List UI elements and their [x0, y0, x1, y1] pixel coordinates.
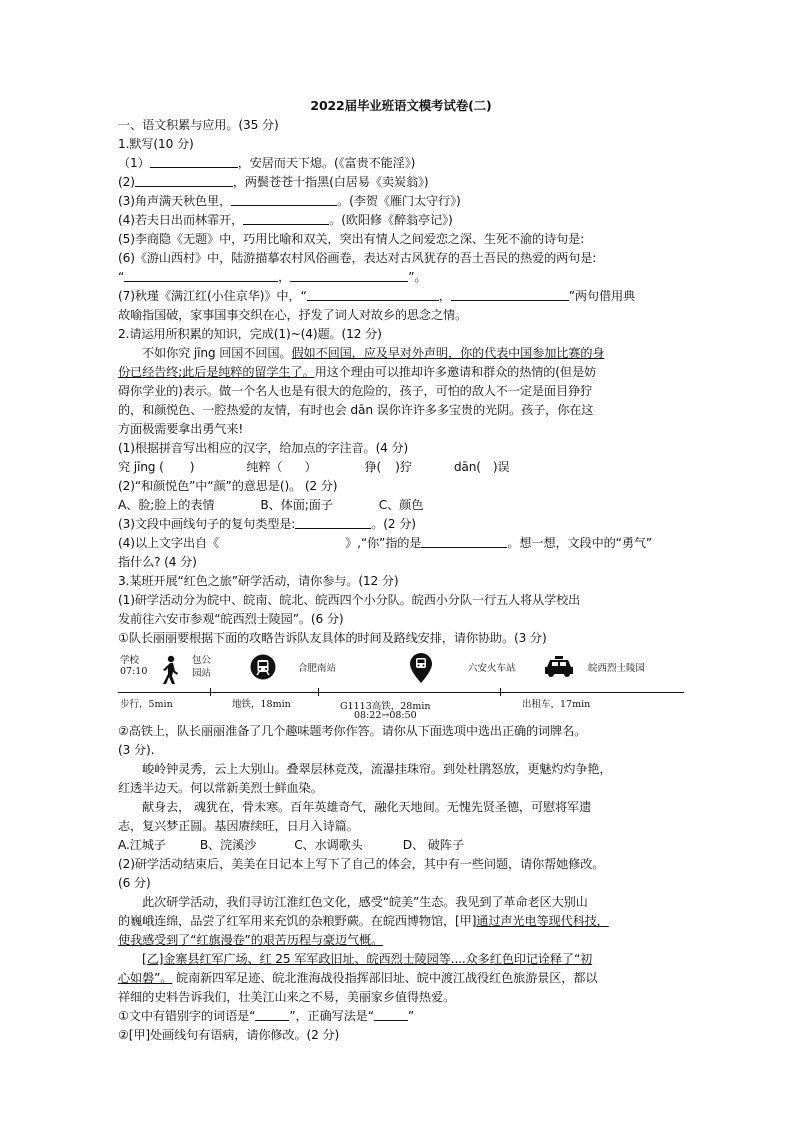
passage-line: 碍你学业的)表示。做一个名人也是有很大的危险的，孩子，可怕的敌人不一定是面目狰狞	[118, 384, 593, 398]
q2-heading: 2.请运用所积累的知识，完成(1)~(4)题。(12 分)	[118, 327, 382, 341]
underlined-sentence: 通过声光电等现代科技，	[476, 914, 609, 928]
exam-page	[118, 96, 684, 1045]
poem-line: 献身去， 魂犹在，骨未寒。百年英雄奇气，融化天地间。无愧先贤圣德，可慰将军遗	[142, 800, 592, 814]
taxi-icon	[544, 656, 574, 681]
exam-title: 2022届毕业班语文模考试卷(二)	[310, 98, 492, 113]
route-tick	[500, 688, 501, 696]
q1-item-6: (6)《游山西村》中，陆游描摹农村风俗画卷，表达对古风犹存的吾土吾民的热爱的两句是:	[118, 251, 597, 265]
q3-sub1b: ②高铁上，队长丽丽准备了几个趣味题考你作答。请你从下面选项中选出正确的词牌名。	[118, 724, 587, 738]
q3-sub1: (1)研学活动分为皖中、皖南、皖北、皖西四个小分队。皖西小分队一行五人将从学校出	[118, 593, 581, 607]
q1-item-7: (7)秋瑾《满江红(小住京华)》中，“ ， ”两句借用典	[118, 289, 636, 303]
passage-line: 不如你究 jīng 回国不回国。假如不回国，应及早对外声明，你的代表中国参加比赛的身	[142, 346, 605, 360]
diary-line: 此次研学活动，我们寻访江淮红色文化，感受“皖美”生态。我见到了革命老区大别山	[142, 895, 588, 909]
q1-heading: 1.默写(10 分)	[118, 137, 194, 151]
option-d: D、 破阵子	[402, 838, 464, 852]
route-start-time: 07:10	[120, 666, 148, 677]
diary-line: 祥细的史料告诉我们，壮美江山来之不易，美丽家乡值得热爱。	[118, 990, 456, 1004]
q3-sub1a: ①队长丽丽要根据下面的攻略告诉队友具体的时间及路线安排，请你协助。(3 分)	[118, 631, 547, 645]
option-b: B、浣溪沙	[199, 838, 257, 852]
route-stop2: 合肥南站	[298, 663, 337, 674]
answer-blank[interactable]	[295, 516, 371, 529]
q3-sub1b-cont: (3 分).	[118, 743, 155, 757]
option-a: A、脸;脸上的表情	[118, 498, 215, 512]
route-tick	[318, 688, 319, 696]
underlined-sentence: [乙]金寨县红军广场、红 25 军军政旧址、皖西烈士陵园等....众多红色印记诠释了“初	[142, 952, 593, 966]
answer-blank[interactable]	[290, 269, 408, 282]
route-timeline-axis	[118, 692, 684, 693]
diary-line	[118, 931, 684, 950]
answer-blank[interactable]	[255, 1008, 289, 1021]
answer-blank[interactable]	[150, 155, 238, 168]
answer-blank[interactable]	[243, 212, 329, 225]
route-segment-train: G1113高铁，28min	[340, 701, 431, 712]
route-start-label: 学校	[120, 655, 140, 666]
q1-item-2: (2) ，两鬓苍苍十指黑(白居易《卖炭翁》)	[118, 175, 429, 189]
answer-blank[interactable]	[307, 288, 439, 301]
q1-item-3: (3)角声满天秋色里， 。(李贺《雁门太守行》)	[118, 194, 461, 208]
underlined-sentence: 心如磐”。	[118, 971, 173, 985]
q3-sub2: (2)研学活动结束后，美美在日记本上写下了自己的体会，其中有一些问题，请你帮她修改。	[118, 857, 605, 871]
q3-sub2a: ①文中有错别字的词语是“ ”，正确写法是“ ”	[118, 1009, 415, 1023]
underlined-sentence: 份已经告终;此后是纯粹的留学生了。	[118, 365, 315, 379]
q2-sub2: (2)“和颜悦色”中“颜”的意思是()。 (2 分)	[118, 479, 338, 493]
option-c: C、颜色	[378, 498, 424, 512]
route-stop1-line1: 包公	[192, 655, 212, 666]
answer-blank[interactable]	[374, 1008, 408, 1021]
q1-item-6-blanks: “ ， ”。	[118, 270, 427, 284]
answer-blank[interactable]	[124, 269, 278, 282]
q2-sub1-answers: 究 jīng ( ) 纯粹（ ） 狰( )狞 dān( )误	[118, 460, 510, 474]
poem-line: 志，复兴梦正圆。基因赓续旺，日月入诗篇。	[118, 819, 359, 833]
q3-options	[118, 836, 684, 855]
diary-line	[118, 950, 684, 969]
route-train-time: 08:22→08:50	[354, 710, 417, 721]
route-diagram	[118, 652, 684, 720]
section-heading: 一、语文积累与应用。(35 分)	[118, 118, 279, 132]
answer-blank[interactable]	[421, 535, 507, 548]
underlined-sentence: 假如不回国，应及早对外声明，你的代表中国参加比赛的身	[291, 346, 605, 360]
option-a: A.江城子	[118, 838, 166, 852]
route-tick	[210, 688, 211, 696]
map-pin-train-icon	[408, 652, 434, 687]
q3-heading: 3.某班开展“红色之旅”研学活动，请你参与。(12 分)	[118, 574, 399, 588]
answer-blank[interactable]	[135, 174, 233, 187]
q3-sub1-cont: 发前往六安市参观“皖西烈士陵园”。(6 分)	[118, 612, 344, 626]
q2-sub3: (3)文段中画线句子的复句类型是: 。(2 分)	[118, 517, 416, 531]
route-segment-walk: 步行，5min	[120, 699, 173, 710]
metro-icon	[250, 654, 276, 683]
diary-line: 心如磐”。 皖南新四军足迹、皖北淮海战役指挥部旧址、皖中渡江战役红色旅游景区，都以	[118, 971, 598, 985]
q3-sub2-cont: (6 分)	[118, 876, 151, 890]
route-segment-metro: 地铁，18min	[232, 699, 291, 710]
passage-line: 的，和颜悦色、一腔热爱的友情，有时也会 dān 误你许许多多宝贵的光阴。孩子，你在这	[118, 403, 594, 417]
q2-sub4-cont: 指什么? (4 分)	[118, 555, 197, 569]
answer-blank[interactable]	[231, 193, 337, 206]
walking-person-icon	[162, 655, 180, 688]
poem-line: 峻岭钟灵秀，云上大别山。叠翠层林竞茂，流瀑挂珠帘。到处杜鹃怒放，更魅灼灼争艳，	[142, 762, 612, 776]
route-stop1-line2: 园站	[192, 668, 212, 679]
q2-sub2-options	[118, 496, 684, 515]
route-segment-taxi: 出租车，17min	[522, 699, 591, 710]
q3-sub2b: ②[甲]处画线句有语病，请你修改。(2 分)	[118, 1028, 340, 1042]
passage-line: 方面极需要拿出勇气来!	[118, 422, 244, 436]
diary-line: 的巍峨连绵，品尝了红军用来充饥的杂粮野蕨。在皖西博物馆，[甲]通过声光电等现代科技，	[118, 914, 609, 928]
route-stop3: 六安火车站	[468, 663, 516, 674]
option-c: C、水调歌头	[294, 838, 363, 852]
underlined-sentence: 使我感受到了“红旗漫卷”的艰苦历程与豪迈气概。	[118, 933, 384, 947]
q1-item-1: （1） ，安居而天下熄。(《富贵不能淫》)	[118, 156, 416, 170]
route-destination: 皖西烈士陵园	[588, 663, 646, 674]
q2-sub1: (1)根据拼音写出相应的汉字，给加点的字注音。(4 分)	[118, 441, 409, 455]
q1-item-4: (4)若夫日出而林霏开， 。(欧阳修《醉翁亭记》)	[118, 213, 453, 227]
answer-blank[interactable]	[451, 288, 569, 301]
passage-line: 份已经告终;此后是纯粹的留学生了。用这个理由可以推却许多邀请和群众的热情的(但是妨	[118, 365, 597, 379]
q1-item-5: (5)李商隐《无题》中，巧用比喻和双关，突出有情人之间爱恋之深、生死不渝的诗句是:	[118, 232, 585, 246]
q2-sub4: (4)以上文字出自《 》,“你”指的是 。想一想，文段中的“勇气”	[118, 536, 653, 550]
option-b: B、体面;面子	[260, 498, 333, 512]
poem-line: 红透半边天。何以常新美烈士鲜血染。	[118, 781, 323, 795]
q1-item-7-cont: 故喻指国破，家事国事交织在心，抒发了词人对故乡的思念之情。	[118, 308, 468, 322]
